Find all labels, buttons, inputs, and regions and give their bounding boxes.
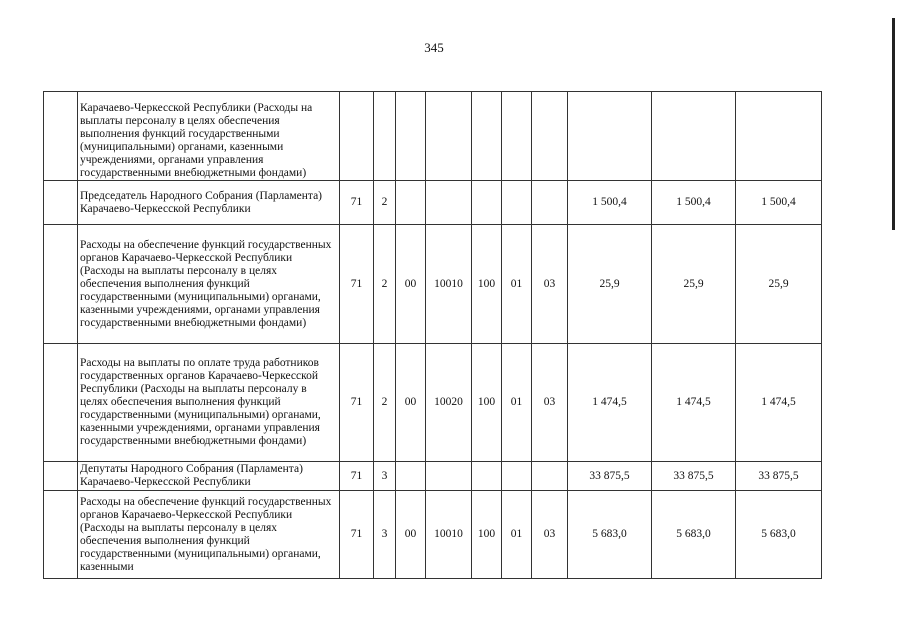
code-cell: 71 [340, 491, 374, 579]
code-cell: 71 [340, 181, 374, 225]
description-cell: Расходы на выплаты по оплате труда работников государственных органов Карачаево-Черкесской Республики (Расходы на выплаты персоналу в целях обеспечения выполнения функций государственными (муниципальными) органами, казенными учреждениями, органами управления государственными внебюджетными фондами) [78, 344, 340, 462]
amount-cell: 25,9 [736, 225, 822, 344]
description-cell: Расходы на обеспечение функций государственных органов Карачаево-Черкесской Республики (Расходы на выплаты персоналу в целях обеспечения выполнения функций государственными (муниципальными) органами, казенными [78, 491, 340, 579]
code-cell [340, 92, 374, 181]
code-cell: 100 [472, 491, 502, 579]
amount-cell: 5 683,0 [652, 491, 736, 579]
code-cell [396, 462, 426, 491]
table-row [44, 344, 822, 462]
code-cell: 10010 [426, 491, 472, 579]
code-cell: 00 [396, 225, 426, 344]
code-cell: 2 [374, 225, 396, 344]
code-cell: 71 [340, 225, 374, 344]
code-cell [532, 181, 568, 225]
description-cell: Расходы на обеспечение функций государственных органов Карачаево-Черкесской Республики (Расходы на выплаты персоналу в целях обеспечения выполнения функций государственными (муниципальными) органами, казенными учреждениями, органами управления государственными внебюджетными фондами) [78, 225, 340, 344]
code-cell [396, 181, 426, 225]
code-cell: 01 [502, 344, 532, 462]
table-row [44, 181, 822, 225]
amount-cell: 33 875,5 [568, 462, 652, 491]
code-cell [472, 181, 502, 225]
code-cell [472, 462, 502, 491]
amount-cell [652, 92, 736, 181]
amount-cell: 33 875,5 [736, 462, 822, 491]
code-cell: 71 [340, 344, 374, 462]
row-number-cell [44, 491, 78, 579]
amount-cell: 1 474,5 [652, 344, 736, 462]
code-cell: 03 [532, 491, 568, 579]
code-cell: 3 [374, 462, 396, 491]
row-number-cell [44, 225, 78, 344]
code-cell [472, 92, 502, 181]
code-cell [426, 92, 472, 181]
code-cell [426, 462, 472, 491]
description-cell: Председатель Народного Собрания (Парламента) Карачаево-Черкесской Республики [78, 181, 340, 225]
code-cell: 03 [532, 344, 568, 462]
code-cell: 71 [340, 462, 374, 491]
table-row [44, 92, 822, 181]
code-cell: 10020 [426, 344, 472, 462]
code-cell [502, 92, 532, 181]
table-row [44, 225, 822, 344]
page-number: 345 [424, 40, 444, 55]
amount-cell: 5 683,0 [568, 491, 652, 579]
code-cell: 00 [396, 344, 426, 462]
amount-cell: 1 500,4 [652, 181, 736, 225]
row-number-cell [44, 92, 78, 181]
amount-cell [736, 92, 822, 181]
description-cell: Депутаты Народного Собрания (Парламента) Карачаево-Черкесской Республики [78, 462, 340, 491]
row-number-cell [44, 181, 78, 225]
code-cell: 3 [374, 491, 396, 579]
code-cell [426, 181, 472, 225]
code-cell: 10010 [426, 225, 472, 344]
description-cell: Карачаево-Черкесской Республики (Расходы на выплаты персоналу в целях обеспечения выполнения функций государственными (муниципальными) органами, казенными учреждениями, органами управления государственными внебюджетными фондами) [78, 92, 340, 181]
amount-cell: 25,9 [568, 225, 652, 344]
amount-cell: 1 500,4 [736, 181, 822, 225]
budget-table [43, 91, 822, 579]
amount-cell: 25,9 [652, 225, 736, 344]
code-cell [502, 462, 532, 491]
code-cell: 01 [502, 225, 532, 344]
amount-cell: 1 474,5 [568, 344, 652, 462]
code-cell [396, 92, 426, 181]
code-cell: 100 [472, 225, 502, 344]
code-cell: 03 [532, 225, 568, 344]
code-cell: 00 [396, 491, 426, 579]
amount-cell [568, 92, 652, 181]
amount-cell: 1 474,5 [736, 344, 822, 462]
code-cell [532, 92, 568, 181]
amount-cell: 5 683,0 [736, 491, 822, 579]
row-number-cell [44, 462, 78, 491]
amount-cell: 1 500,4 [568, 181, 652, 225]
code-cell [374, 92, 396, 181]
table-row [44, 491, 822, 579]
code-cell [532, 462, 568, 491]
code-cell: 2 [374, 344, 396, 462]
page-edge-line [892, 18, 895, 230]
code-cell: 100 [472, 344, 502, 462]
code-cell: 01 [502, 491, 532, 579]
amount-cell: 33 875,5 [652, 462, 736, 491]
code-cell: 2 [374, 181, 396, 225]
row-number-cell [44, 344, 78, 462]
code-cell [502, 181, 532, 225]
table-row [44, 462, 822, 491]
